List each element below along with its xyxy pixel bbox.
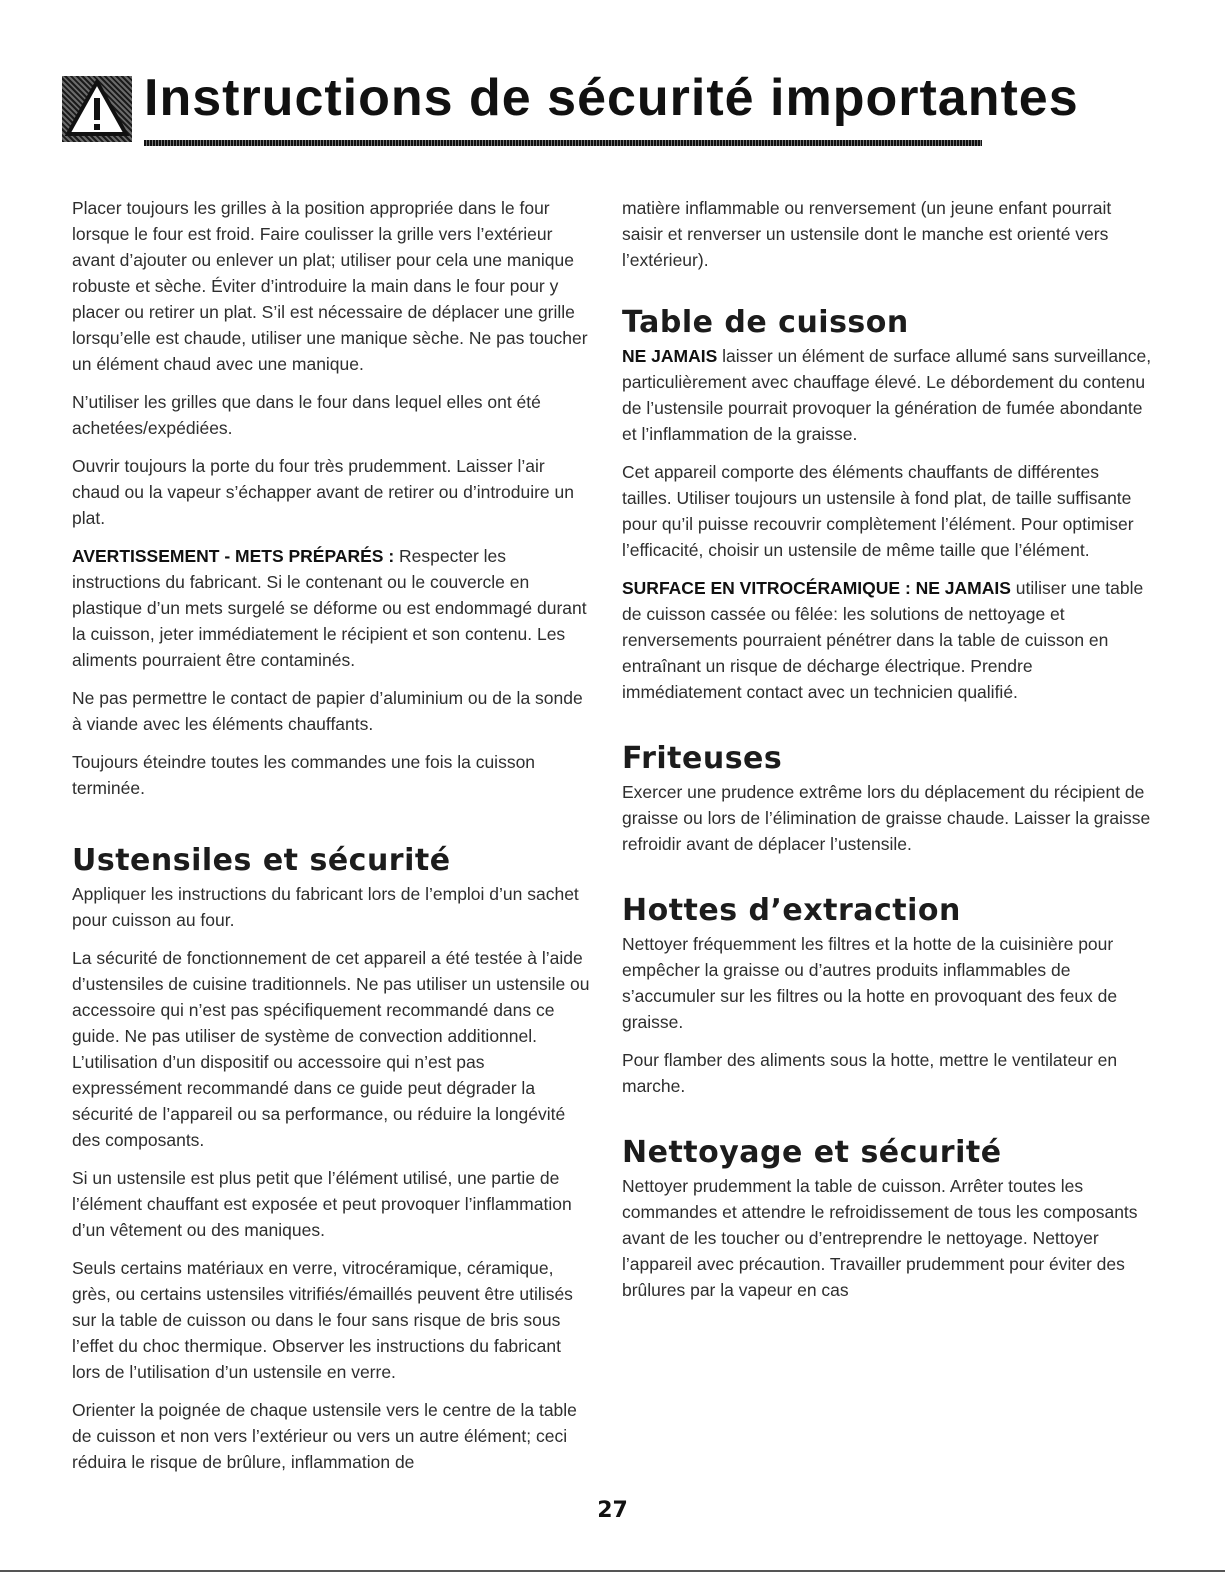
ne-jamais-lead: NE JAMAIS <box>622 346 718 366</box>
vitroceramique-lead: SURFACE EN VITROCÉRAMIQUE : NE JAMAIS <box>622 578 1011 598</box>
left-column <box>72 195 592 1487</box>
heading-ustensiles: Ustensiles et sécurité <box>72 843 451 878</box>
page-title: Instructions de sécurité importantes <box>144 69 1079 127</box>
bottom-rule <box>0 1570 1225 1572</box>
paragraph-friteuses: Exercer une prudence extrême lors du déplacement du récipient de graisse ou lors de l’élimination de graisse chaude. Laisser la graisse refroidir avant de déplacer l’ustensile. <box>622 782 1151 854</box>
paragraph-elements-chauffants: Cet appareil comporte des éléments chauffants de différentes tailles. Utiliser toujours un ustensile à fond plat, de taille suffisante pour qu’il puisse recouvrir complètement l’élément. Pour optimiser l’efficacité, choisir un ustensile de même taille que l’élément. <box>622 462 1134 560</box>
paragraph-mets-prepares <box>72 543 592 673</box>
paragraph-grilles-achetees: N’utiliser les grilles que dans le four dans lequel elles ont été achetées/expédiées. <box>72 392 541 438</box>
paragraph-vitroceramique <box>622 575 1152 705</box>
title-underline <box>144 140 982 146</box>
paragraph-poignee: Orienter la poignée de chaque ustensile vers le centre de la table de cuisson et non vers l’extérieur ou vers un autre élément; ceci réduira le risque de brûlure, inflammation de <box>72 1400 577 1472</box>
warning-text: Respecter les instructions du fabricant. Si le contenant ou le couvercle en plastique d’un mets surgelé se déforme ou est endommagé durant la cuisson, jeter immédiatement le récipient et son contenu. Les aliments pourraient être contaminés. <box>72 546 587 670</box>
paragraph-ustensile-petit: Si un ustensile est plus petit que l’élément utilisé, une partie de l’élément chauffant est exposée et peut provoquer l’inflammation d’un vêtement ou des maniques. <box>72 1168 572 1240</box>
right-column <box>622 195 1152 1315</box>
warning-lead: AVERTISSEMENT - METS PRÉPARÉS : <box>72 546 395 566</box>
paragraph-nettoyage: Nettoyer prudemment la table de cuisson. Arrêter toutes les commandes et attendre le refroidissement de tous les composants avant de les toucher ou d’entreprendre le nettoyage. Nettoyer l’appareil avec précaution. Travailler prudemment pour éviter des brûlures par la vapeur en cas <box>622 1176 1138 1300</box>
heading-hottes: Hottes d’extraction <box>622 893 961 928</box>
heading-friteuses: Friteuses <box>622 741 783 776</box>
paragraph-porte-four: Ouvrir toujours la porte du four très prudemment. Laisser l’air chaud ou la vapeur s’échapper avant de retirer ou d’introduire un plat. <box>72 456 574 528</box>
page-header <box>62 62 1079 162</box>
paragraph-continuation: matière inflammable ou renversement (un jeune enfant pourrait saisir et renverser un ustensile dont le manche est orienté vers l’extérieur). <box>622 198 1112 270</box>
paragraph-aluminium: Ne pas permettre le contact de papier d’aluminium ou de la sonde à viande avec les éléments chauffants. <box>72 688 583 734</box>
warning-triangle-icon <box>62 76 132 142</box>
paragraph-filtres: Nettoyer fréquemment les filtres et la hotte de la cuisinière pour empêcher la graisse ou d’autres produits inflammables de s’accumuler sur les filtres ou la hotte en provoquant des feux de graisse. <box>622 934 1118 1032</box>
paragraph-materiaux-verre: Seuls certains matériaux en verre, vitrocéramique, céramique, grès, ou certains ustensiles vitrifiés/émaillés peuvent être utilisés sur la table de cuisson ou dans le four sans risque de bris sous l’effet du choc thermique. Observer les instructions du fabricant lors de l’utilisation d’un ustensile en verre. <box>72 1258 573 1382</box>
heading-table-cuisson: Table de cuisson <box>622 305 909 340</box>
heading-nettoyage: Nettoyage et sécurité <box>622 1135 1002 1170</box>
paragraph-securite-fonctionnement: La sécurité de fonctionnement de cet appareil a été testée à l’aide d’ustensiles de cuisine traditionnels. Ne pas utiliser un ustensile ou accessoire qui n’est pas spécifiquement recommandé dans ce guide. Ne pas utiliser de système de convection additionnel. L’utilisation d’un dispositif ou accessoire qui n’est pas expressément recommandé dans ce guide peut dégrader la sécurité de l’appareil ou sa performance, ou réduire la longévité des composants. <box>72 948 590 1150</box>
ne-jamais-text: laisser un élément de surface allumé sans surveillance, particulièrement avec chauffage élevé. Le débordement du contenu de l’ustensile pourrait provoquer la génération de fumée abondante et l’inflammation de la graisse. <box>622 346 1152 444</box>
paragraph-commandes: Toujours éteindre toutes les commandes une fois la cuisson terminée. <box>72 752 536 798</box>
paragraph-grilles: Placer toujours les grilles à la position appropriée dans le four lorsque le four est froid. Faire coulisser la grille vers l’extérieur avant d’ajouter ou enlever un plat; utiliser pour cela une manique robuste et sèche. Éviter d’introduire la main dans le four pour y placer ou retirer un plat. S’il est nécessaire de déplacer une grille lorsqu’elle est chaude, utiliser une manique sèche. Ne pas toucher un élément chaud avec une manique. <box>72 198 588 374</box>
vitroceramique-text: utiliser une table de cuisson cassée ou fêlée: les solutions de nettoyage et renversements pourraient pénétrer dans la table de cuisson en entraînant un risque de décharge électrique. Prendre immédiatement contact avec un technicien qualifié. <box>622 578 1144 702</box>
paragraph-ne-jamais <box>622 343 1152 447</box>
paragraph-sachet: Appliquer les instructions du fabricant lors de l’emploi d’un sachet pour cuisson au four. <box>72 884 579 930</box>
page-number: 27 <box>597 1498 628 1523</box>
paragraph-flamber: Pour flamber des aliments sous la hotte, mettre le ventilateur en marche. <box>622 1050 1118 1096</box>
